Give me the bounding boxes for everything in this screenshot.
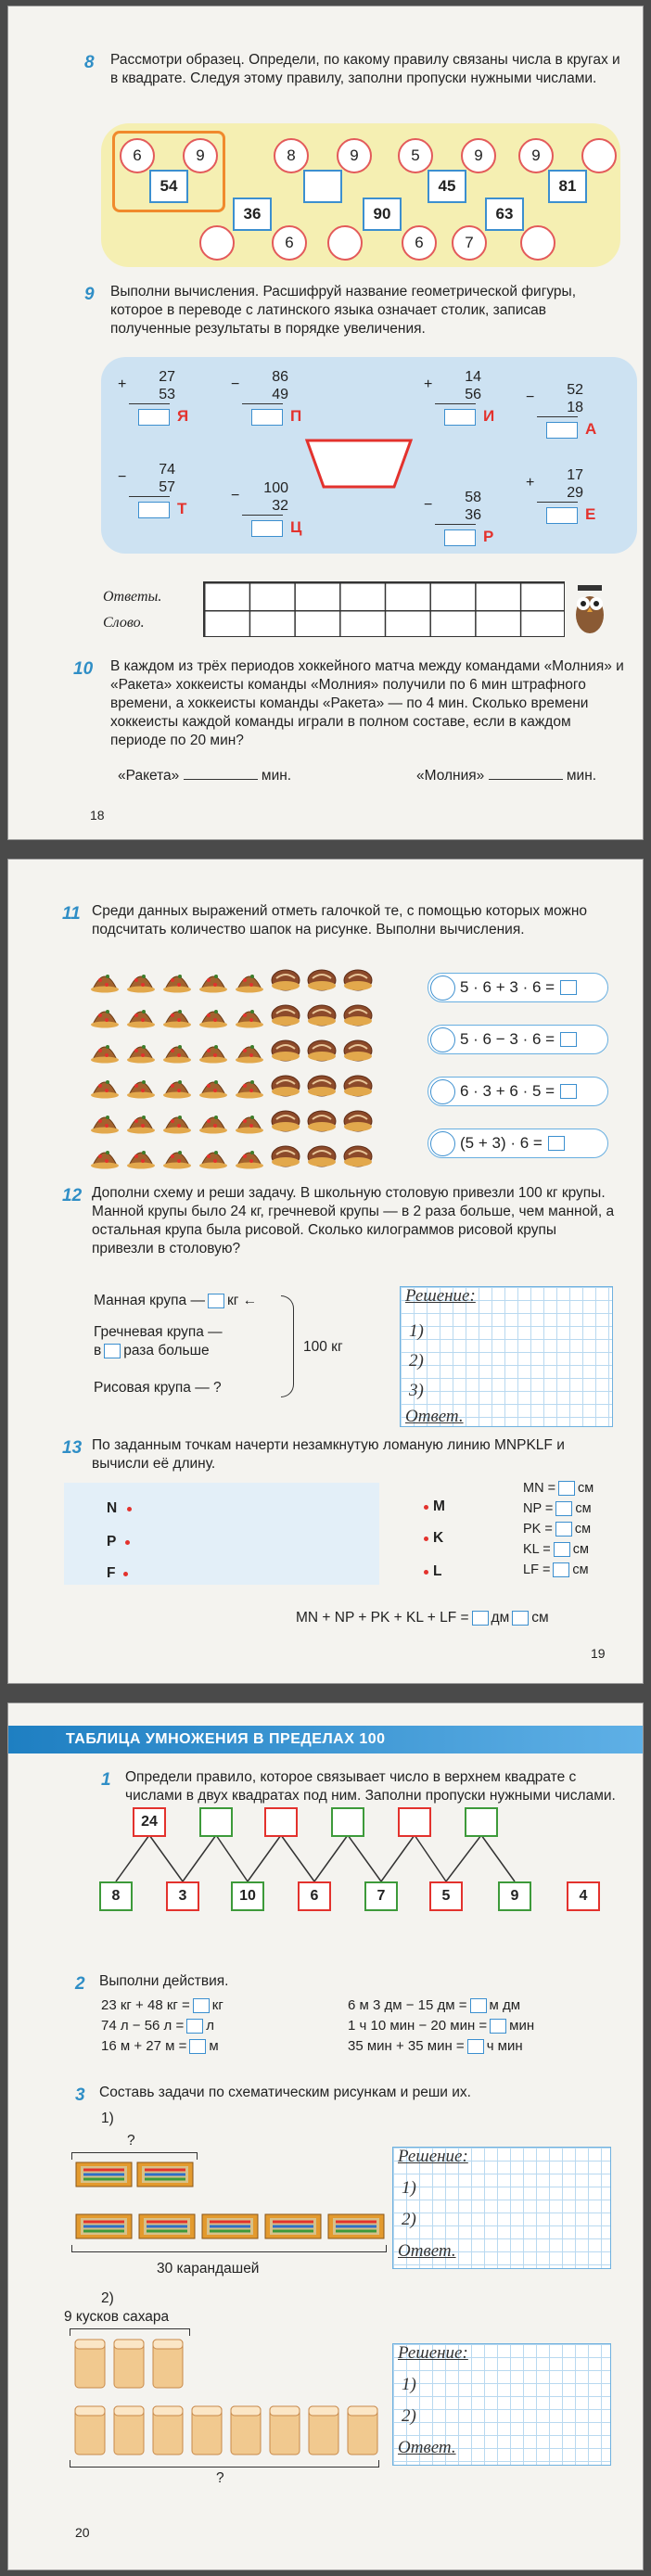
column-calculation: [118, 368, 175, 404]
answer-box[interactable]: [470, 1998, 487, 2013]
operand-a: 58: [465, 490, 481, 505]
solution-title: Решение:: [398, 2343, 468, 2363]
task-1-text: Определи правило, которое связывает число в верхнем квадрате с числами в двух квадратах под ним. Заполни пропуски нужными числами.: [125, 1769, 616, 1804]
segment-label: KL =: [523, 1542, 551, 1557]
step-2: 2): [409, 1351, 424, 1371]
hat-icon: [235, 1001, 264, 1028]
segment-row: [523, 1520, 591, 1538]
step-2: 2): [402, 2210, 416, 2229]
operand-b: 53: [159, 387, 175, 402]
unit: л: [206, 2018, 214, 2034]
pencils-label: 30 карандашей: [157, 2261, 260, 2276]
expression: 1 ч 10 мин − 20 мин =: [348, 2018, 488, 2034]
scheme-line-2: Гречневая крупа —: [94, 1324, 223, 1340]
expression-text: 5 · 6 − 3 · 6 =: [460, 1030, 555, 1048]
hat-icon: [126, 1071, 156, 1099]
cipher-letter: Я: [177, 407, 189, 425]
task-13-text: По заданным точкам начерти незамкнутую ломаную линию MNPKLF и вычисли её длину.: [92, 1437, 565, 1472]
cipher-letter: П: [290, 407, 302, 425]
hat-icon: [90, 1071, 120, 1099]
hat-icon: [162, 965, 192, 993]
hat-icon: [343, 965, 373, 993]
column-calculation: [526, 466, 583, 503]
bottom-square: 10: [231, 1881, 264, 1911]
hat-icon: [235, 1036, 264, 1064]
pencil-box-icon: [138, 2213, 196, 2243]
expression-row: [348, 1996, 520, 2015]
operand-a: 86: [272, 369, 288, 385]
pencil-box-icon: [201, 2213, 259, 2243]
top-square[interactable]: [465, 1807, 498, 1837]
expression-row: [101, 1996, 223, 2015]
total-label: 100 кг: [303, 1339, 343, 1355]
unit: см: [572, 1542, 589, 1557]
operand-a: 52: [567, 382, 583, 398]
task-2-number: 2: [75, 1974, 85, 1994]
hat-icon: [162, 1036, 192, 1064]
hat-icon: [198, 1001, 228, 1028]
expression: 6 м 3 дм − 15 дм =: [348, 1997, 467, 2013]
answer-box[interactable]: [553, 1562, 569, 1577]
glass-icon: [73, 2338, 107, 2393]
unit: кг: [211, 1997, 223, 2013]
page-number: 20: [75, 2525, 90, 2540]
hat-icon: [307, 1106, 337, 1134]
point-F: F: [107, 1565, 116, 1581]
expression-text: 5 · 6 + 3 · 6 =: [460, 978, 555, 996]
top-bracket: [70, 2328, 190, 2336]
operand-b: 36: [465, 507, 481, 523]
operator: +: [526, 475, 535, 491]
hat-icon: [162, 1141, 192, 1169]
bottom-square: 3: [166, 1881, 199, 1911]
cipher-letter: Ц: [290, 518, 302, 536]
answers-label: Ответы.: [103, 589, 162, 605]
answers-table[interactable]: [203, 581, 565, 637]
operator: −: [231, 376, 240, 392]
task-3-number: 3: [75, 2085, 85, 2105]
unit: см: [578, 1481, 594, 1496]
operator: −: [526, 389, 535, 405]
hat-icon: [307, 965, 337, 993]
checkbox[interactable]: [430, 976, 455, 1001]
question-mark: ?: [216, 2470, 224, 2486]
bottom-square: 7: [364, 1881, 398, 1911]
answer-label: Ответ.: [405, 1407, 464, 1426]
operand-b: 18: [567, 400, 583, 415]
expression-text: 6 · 3 + 6 · 5 =: [460, 1082, 555, 1100]
hat-icon: [235, 1106, 264, 1134]
brace: [281, 1295, 294, 1397]
unit: м дм: [489, 1997, 521, 2013]
sugar-label: 9 кусков сахара: [64, 2309, 170, 2325]
expression-row: [101, 2017, 214, 2035]
operand-b: 56: [465, 387, 481, 402]
square: 81: [548, 170, 587, 203]
segment-row: [523, 1479, 594, 1498]
hat-icon: [343, 1141, 373, 1169]
answer-label: Ответ.: [398, 2438, 456, 2457]
answer-box[interactable]: [558, 1481, 575, 1496]
top-square[interactable]: [331, 1807, 364, 1837]
segment-row: [523, 1540, 589, 1559]
hat-icon: [198, 1036, 228, 1064]
point-dot: [424, 1505, 428, 1510]
hat-icon: [307, 1036, 337, 1064]
step-1: 1): [409, 1321, 424, 1341]
square: 54: [149, 170, 188, 203]
bottom-bracket: [71, 2245, 387, 2252]
top-square[interactable]: [199, 1807, 233, 1837]
answer-box[interactable]: [555, 1522, 572, 1537]
glass-icon: [307, 2404, 340, 2460]
hat-icon: [343, 1106, 373, 1134]
solution-title: Решение:: [405, 1286, 476, 1306]
trapezoid-figure: [303, 435, 415, 491]
column-calculation: [231, 368, 288, 404]
unit: см: [572, 1562, 589, 1577]
point-P: P: [107, 1534, 117, 1549]
glass-icon: [73, 2404, 107, 2460]
segment-label: PK =: [523, 1522, 553, 1537]
sum-line: [537, 502, 578, 503]
answer-box[interactable]: [138, 502, 170, 518]
hat-icon: [126, 1106, 156, 1134]
question-mark: ?: [127, 2133, 135, 2149]
bottom-square: 6: [298, 1881, 331, 1911]
unit: см: [575, 1501, 592, 1516]
circle: 6: [272, 225, 307, 261]
column-calculation: [526, 381, 583, 417]
answer-raketa: «Ракета» мин.: [118, 768, 292, 784]
answer-label: Ответ.: [398, 2241, 456, 2261]
task-2-title: Выполни действия.: [99, 1973, 229, 1989]
point-dot: [125, 1540, 130, 1545]
scheme-line-2b: в раза больше: [94, 1343, 210, 1358]
hat-icon: [126, 1036, 156, 1064]
circle-input[interactable]: [581, 138, 617, 173]
sum-line: [242, 515, 283, 516]
answer-box[interactable]: [208, 1294, 224, 1308]
point-N: N: [107, 1500, 118, 1516]
answer-molniya: «Молния» мин.: [416, 768, 597, 784]
hat-icon: [235, 1071, 264, 1099]
column-calculation: [424, 489, 481, 525]
page-18: [7, 6, 644, 840]
pencil-box-icon: [75, 2213, 133, 2243]
task-11-text: Среди данных выражений отметь галочкой те, с помощью которых можно подсчитать количество шапок на рисунке. Выполни вычисления.: [92, 903, 588, 937]
glass-icon: [151, 2338, 185, 2393]
answer-box[interactable]: [186, 2019, 203, 2034]
hat-icon: [90, 1106, 120, 1134]
circle-input[interactable]: [199, 225, 235, 261]
glass-icon: [112, 2338, 146, 2393]
pencil-box-icon: [264, 2213, 322, 2243]
answer-box[interactable]: [251, 409, 283, 426]
hat-icon: [271, 1001, 300, 1028]
operator: −: [118, 469, 127, 485]
bottom-square: 5: [429, 1881, 463, 1911]
square-input[interactable]: [303, 170, 342, 203]
square: 90: [363, 198, 402, 231]
column-calculation: [231, 479, 288, 516]
hat-icon: [90, 1036, 120, 1064]
checkbox[interactable]: [430, 1079, 455, 1104]
operator: −: [231, 488, 240, 504]
hat-icon: [126, 965, 156, 993]
answer-box[interactable]: [560, 980, 577, 995]
unit: м: [209, 2038, 219, 2054]
segment-label: LF =: [523, 1562, 551, 1577]
page-19: [7, 859, 644, 1684]
operand-b: 49: [272, 387, 288, 402]
point-dot: [424, 1537, 428, 1541]
task-8-number: 8: [84, 53, 95, 72]
hat-icon: [198, 965, 228, 993]
answer-box[interactable]: [472, 1611, 489, 1626]
bottom-bracket: [70, 2460, 379, 2468]
answer-box[interactable]: [189, 2039, 206, 2054]
answer-box[interactable]: [546, 422, 578, 439]
step-3: 3): [409, 1381, 424, 1400]
checkbox[interactable]: [430, 1131, 455, 1156]
answer-box[interactable]: [555, 1501, 572, 1516]
checkbox[interactable]: [430, 1027, 455, 1052]
top-square[interactable]: [264, 1807, 298, 1837]
operator: −: [424, 497, 433, 513]
expression-row: [101, 2037, 219, 2056]
section-title: ТАБЛИЦА УМНОЖЕНИЯ В ПРЕДЕЛАХ 100: [66, 1731, 386, 1747]
hat-icon: [271, 1036, 300, 1064]
glass-icon: [268, 2404, 301, 2460]
operand-a: 74: [159, 462, 175, 478]
circle-input[interactable]: [327, 225, 363, 261]
page-20: [7, 1702, 644, 2570]
hat-icon: [307, 1071, 337, 1099]
operator: +: [424, 376, 433, 392]
bottom-square: 8: [99, 1881, 133, 1911]
scheme-line-3: Рисовая крупа — ?: [94, 1380, 222, 1396]
cipher-letter: А: [585, 420, 597, 438]
sub-1-label: 1): [101, 2111, 114, 2126]
expression: 35 мин + 35 мин =: [348, 2038, 465, 2054]
task-8-text: Рассмотри образец. Определи, по какому правилу связаны числа в кругах и в квадрате. Следуя этому правилу, заполни пропуски нужными числами.: [110, 52, 620, 86]
circle-input[interactable]: [520, 225, 555, 261]
answer-box[interactable]: [104, 1344, 121, 1358]
circle: 9: [337, 138, 372, 173]
expression-option[interactable]: [428, 1077, 608, 1106]
operand-b: 32: [272, 498, 288, 514]
segment-label: NP =: [523, 1501, 554, 1516]
page-number: 18: [90, 808, 105, 823]
sum-line: [537, 416, 578, 417]
answer-box[interactable]: [251, 520, 283, 537]
task-13-number: 13: [62, 1438, 83, 1458]
expression-text: (5 + 3) · 6 =: [460, 1134, 542, 1152]
task-3-title: Составь задачи по схематическим рисункам и реши их.: [99, 2085, 471, 2100]
circle: 6: [402, 225, 437, 261]
answer-box[interactable]: [193, 1998, 210, 2013]
segment-label: MN =: [523, 1481, 556, 1496]
sub-2-label: 2): [101, 2290, 114, 2306]
hat-icon: [343, 1071, 373, 1099]
circle: 9: [461, 138, 496, 173]
operand-b: 57: [159, 479, 175, 495]
hat-icon: [198, 1141, 228, 1169]
answer-box[interactable]: [560, 1084, 577, 1099]
page-number: 19: [591, 1646, 606, 1661]
task-9-text: Выполни вычисления. Расшифруй название геометрической фигуры, которое в переводе с латинского языка означает столик, записав полученные результаты в порядке увеличения.: [110, 284, 576, 337]
hat-icon: [271, 1106, 300, 1134]
answer-box[interactable]: [546, 507, 578, 524]
hat-icon: [343, 1036, 373, 1064]
sum-line: [129, 496, 170, 497]
circle: 8: [274, 138, 309, 173]
operand-a: 17: [567, 467, 583, 483]
glass-icon: [151, 2404, 185, 2460]
operand-a: 14: [465, 369, 481, 385]
hat-icon: [307, 1141, 337, 1169]
answer-box[interactable]: [467, 2039, 484, 2054]
hat-icon: [271, 1071, 300, 1099]
word-label: Слово.: [103, 615, 145, 631]
bottom-square: 9: [498, 1881, 531, 1911]
hat-icon: [343, 1001, 373, 1028]
scheme-line-1: Манная крупа — кг ←: [94, 1293, 258, 1308]
top-bracket: [71, 2152, 198, 2160]
hat-icon: [198, 1106, 228, 1134]
answer-box[interactable]: [512, 1611, 529, 1626]
answer-box[interactable]: [490, 2019, 506, 2034]
hat-icon: [90, 1001, 120, 1028]
point-K: K: [433, 1530, 444, 1546]
task-1-number: 1: [101, 1770, 111, 1790]
glass-icon: [346, 2404, 379, 2460]
unit: мин: [509, 2018, 535, 2034]
glass-icon: [112, 2404, 146, 2460]
hat-icon: [271, 1141, 300, 1169]
hat-icon: [126, 1001, 156, 1028]
operand-a: 27: [159, 369, 175, 385]
circle: 5: [398, 138, 433, 173]
expression-row: [348, 2037, 523, 2056]
sum-line: [129, 403, 170, 404]
cipher-letter: Е: [585, 505, 596, 523]
point-M: M: [433, 1498, 445, 1514]
expression: 23 кг + 48 кг =: [101, 1997, 190, 2013]
step-1: 1): [402, 2375, 416, 2394]
answer-box[interactable]: [560, 1032, 577, 1047]
pencil-box-icon: [75, 2162, 133, 2191]
answer-box[interactable]: [554, 1542, 570, 1557]
point-L: L: [433, 1563, 442, 1579]
hat-icon: [235, 965, 264, 993]
hat-icon: [162, 1106, 192, 1134]
sum-line: [242, 403, 283, 404]
answer-box[interactable]: [444, 529, 476, 546]
task-12-text: Дополни схему и реши задачу. В школьную столовую привезли 100 кг крупы. Манной крупы было 24 кг, гречневой крупы — в 2 раза больше, чем манной, а остальная крупа была рисовой. Сколько килограммов рисовой крупы привезли в столовую?: [92, 1185, 615, 1256]
hat-icon: [198, 1071, 228, 1099]
expression-row: [348, 2017, 534, 2035]
hat-icon: [90, 1141, 120, 1169]
expression-option[interactable]: [428, 1129, 608, 1158]
hat-icon: [162, 1001, 192, 1028]
cipher-letter: Р: [483, 528, 494, 545]
square: 63: [485, 198, 524, 231]
square: 36: [233, 198, 272, 231]
circle: 9: [183, 138, 218, 173]
answer-box[interactable]: [138, 409, 170, 426]
cipher-letter: И: [483, 407, 495, 425]
point-dot: [123, 1572, 128, 1576]
owl-icon: [570, 583, 609, 635]
solution-title: Решение:: [398, 2147, 468, 2166]
hat-icon: [235, 1141, 264, 1169]
operator: +: [118, 376, 127, 392]
sum-line: [435, 524, 476, 525]
answer-box[interactable]: [548, 1136, 565, 1151]
sum-line: [435, 403, 476, 404]
segment-row: [523, 1561, 589, 1579]
point-dot: [127, 1507, 132, 1511]
operand-b: 29: [567, 485, 583, 501]
column-calculation: [424, 368, 481, 404]
expression-option[interactable]: [428, 973, 608, 1002]
square: 45: [428, 170, 466, 203]
task-11-number: 11: [62, 904, 81, 924]
sum-line: MN + NP + PK + KL + LF = дм см: [296, 1610, 549, 1626]
segment-row: [523, 1499, 592, 1518]
hat-icon: [90, 965, 120, 993]
top-square: 24: [133, 1807, 166, 1837]
pencil-box-icon: [136, 2162, 194, 2191]
glass-icon: [190, 2404, 223, 2460]
expression: 16 м + 27 м =: [101, 2038, 187, 2054]
top-square[interactable]: [398, 1807, 431, 1837]
operand-a: 100: [263, 480, 288, 496]
step-2: 2): [402, 2406, 416, 2426]
pencil-box-icon: [327, 2213, 385, 2243]
point-dot: [424, 1570, 428, 1575]
step-1: 1): [402, 2178, 416, 2198]
task-12-number: 12: [62, 1186, 83, 1205]
circle: 9: [518, 138, 554, 173]
bottom-square: 4: [567, 1881, 600, 1911]
unit: ч мин: [486, 2038, 523, 2054]
hat-icon: [126, 1141, 156, 1169]
expression: 74 л − 56 л =: [101, 2018, 185, 2034]
column-calculation: [118, 461, 175, 497]
expression-option[interactable]: [428, 1025, 608, 1054]
answer-box[interactable]: [444, 409, 476, 426]
task-10-text: В каждом из трёх периодов хоккейного матча между командами «Молния» и «Ракета» хоккеисты команды «Молния» получили по 6 мин штрафного времени, а хоккеисты команды «Ракета» — по 4 мин. Сколько времени хоккеисты каждой команды играли в полном составе, если в каждом периоде по 20 мин?: [110, 658, 624, 748]
circle: 6: [120, 138, 155, 173]
circle: 7: [452, 225, 487, 261]
hat-icon: [162, 1071, 192, 1099]
task-10-number: 10: [73, 659, 94, 679]
task-9-number: 9: [84, 285, 95, 304]
hat-icon: [307, 1001, 337, 1028]
glass-icon: [229, 2404, 262, 2460]
cipher-letter: Т: [177, 500, 187, 517]
hat-icon: [271, 965, 300, 993]
unit: см: [574, 1522, 592, 1537]
